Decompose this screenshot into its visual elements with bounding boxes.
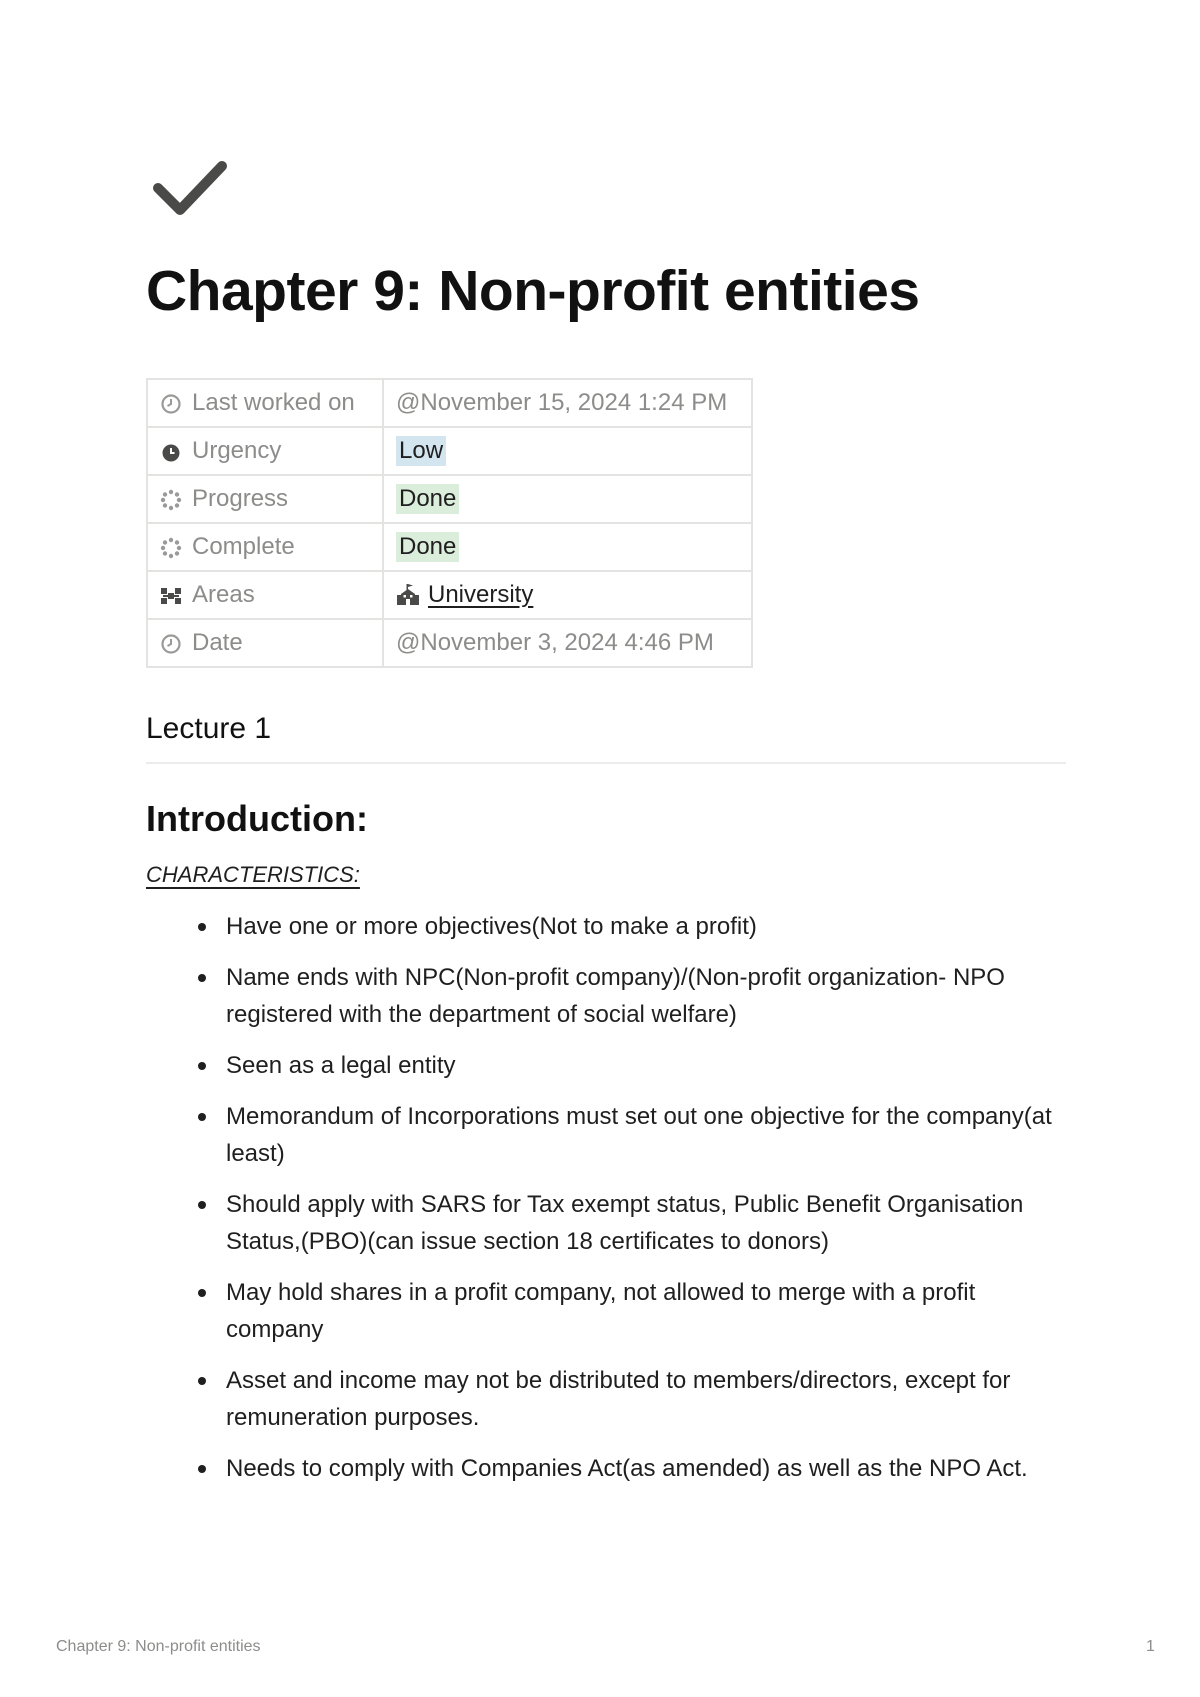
footer-title: Chapter 9: Non-profit entities — [56, 1638, 261, 1655]
property-label: Date — [192, 629, 243, 656]
list-item: Have one or more objectives(Not to make a profit) — [146, 908, 1076, 945]
list-item: Asset and income may not be distributed to members/directors, except for remuneration purposes. — [146, 1362, 1076, 1436]
properties-table — [146, 378, 753, 668]
clock-icon — [160, 633, 182, 655]
urgency-tag[interactable]: Low — [396, 436, 446, 466]
relation-icon — [160, 585, 182, 607]
property-value-date[interactable]: @November 15, 2024 1:24 PM — [383, 379, 752, 427]
list-item: Name ends with NPC(Non-profit company)/(Non-profit organization- NPO registered with the department of social welfare) — [146, 959, 1076, 1033]
complete-status-tag[interactable]: Done — [396, 532, 459, 562]
characteristics-label: CHARACTERISTICS: — [146, 862, 360, 887]
status-spinner-icon — [160, 537, 182, 559]
area-link-university[interactable]: University — [428, 581, 534, 608]
property-row-areas[interactable] — [147, 571, 752, 619]
list-item: Memorandum of Incorporations must set out one objective for the company(at least) — [146, 1098, 1076, 1172]
introduction-heading: Introduction: — [146, 798, 368, 839]
status-spinner-icon — [160, 489, 182, 511]
property-row-last-worked-on[interactable] — [147, 379, 752, 427]
checkmark-icon — [150, 158, 230, 222]
list-item: Seen as a legal entity — [146, 1047, 1076, 1084]
property-label: Areas — [192, 581, 255, 608]
property-label: Complete — [192, 533, 295, 560]
list-item: Needs to comply with Companies Act(as amended) as well as the NPO Act. — [146, 1450, 1076, 1487]
page-title: Chapter 9: Non-profit entities — [146, 259, 920, 323]
urgency-icon — [160, 441, 182, 463]
school-building-icon — [396, 583, 418, 605]
list-item: May hold shares in a profit company, not allowed to merge with a profit company — [146, 1274, 1076, 1348]
property-label: Progress — [192, 485, 289, 512]
clock-icon — [160, 393, 182, 415]
property-label: Urgency — [192, 437, 282, 464]
property-row-date[interactable] — [147, 619, 752, 667]
property-label: Last worked on — [192, 389, 355, 416]
lecture-heading: Lecture 1 — [146, 712, 272, 745]
progress-status-tag[interactable]: Done — [396, 484, 459, 514]
list-item: Should apply with SARS for Tax exempt status, Public Benefit Organisation Status,(PBO)(can issue section 18 certificates to donors) — [146, 1186, 1076, 1260]
property-row-progress[interactable] — [147, 475, 752, 523]
property-row-urgency[interactable] — [147, 427, 752, 475]
property-row-complete[interactable] — [147, 523, 752, 571]
characteristics-list — [146, 908, 1076, 1501]
page-number: 1 — [1146, 1638, 1155, 1655]
divider — [146, 762, 1066, 764]
property-value-date[interactable]: @November 3, 2024 4:46 PM — [383, 619, 752, 667]
